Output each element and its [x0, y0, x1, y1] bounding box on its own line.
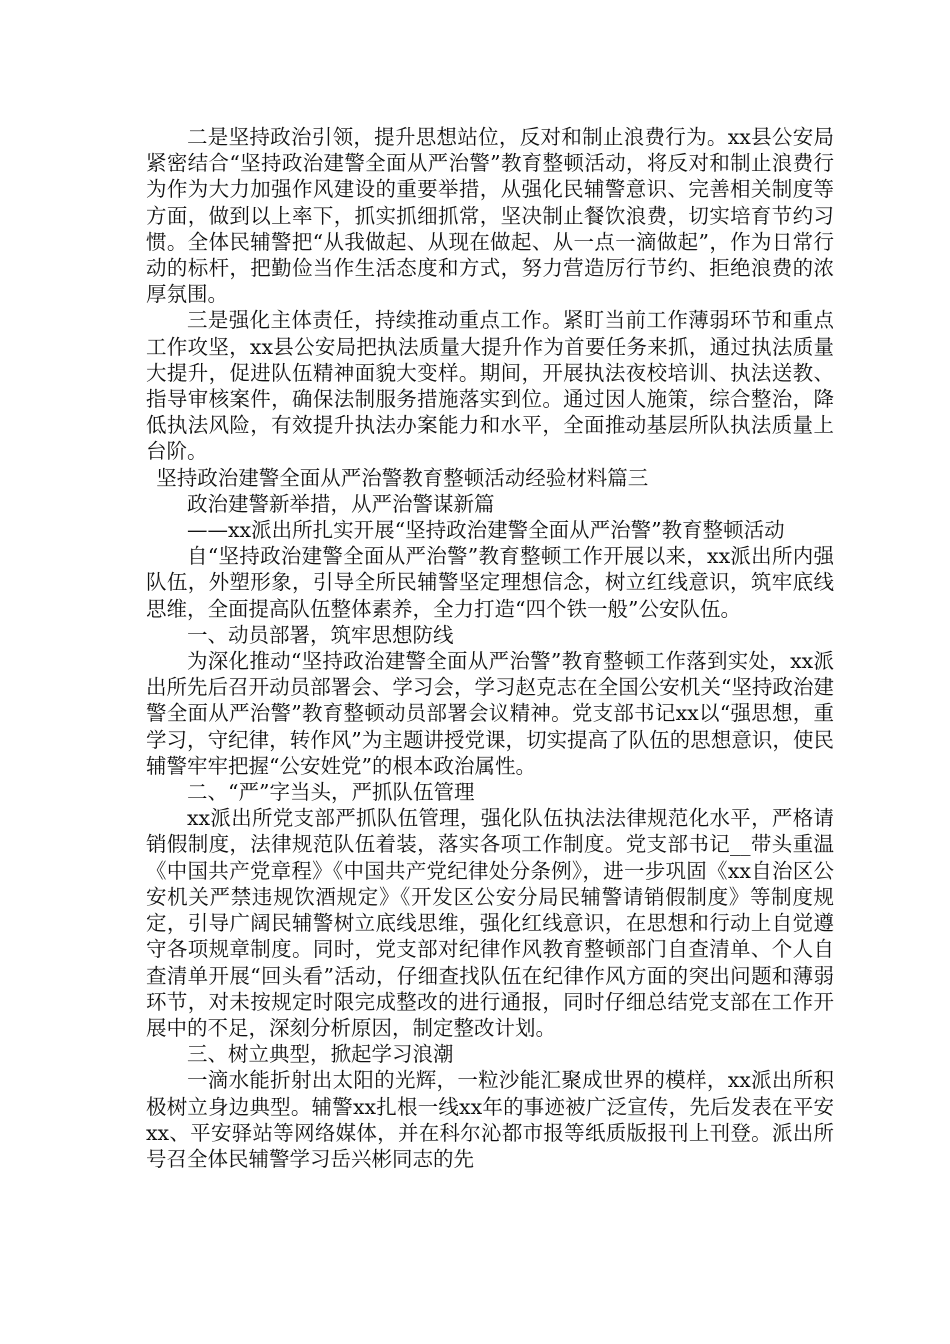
paragraph-mobilization: 为深化推动“坚持政治建警全面从严治警”教育整顿工作落到实处，xx派出所先后召开动员部署会、学习会，学习赵克志在全国公安机关“坚持政治建警全面从严治警”教育整顿动员部署会议精神。党支部书记xx以“强思想，重学习，守纪律，转作风”为主题讲授党课，切实提高了队伍的思想意识，使民辅警牢牢把握“公安姓党”的根本政治属性。 — [146, 649, 834, 778]
document-page — [146, 124, 834, 1172]
heading-role-models: 三、树立典型，掀起学习浪潮 — [187, 1042, 454, 1067]
paragraph-second-point: 二是坚持政治引领，提升思想站位，反对和制止浪费行为。xx县公安局紧密结合“坚持政治建警全面从严治警”教育整顿活动，将反对和制止浪费行为作为大力加强作风建设的重要举措，从强化民辅警意识、完善相关制度等方面，做到以上率下，抓实抓细抓常，坚决制止餐饮浪费，切实培育节约习惯。全体民辅警把“从我做起、从现在做起、从一点一滴做起”，作为日常行动的标杆，把勤俭当作生活态度和方式，努力营造厉行节约、拒绝浪费的浓厚氛围。 — [146, 125, 834, 307]
article-subheadline: ——xx派出所扎实开展“坚持政治建警全面从严治警”教育整顿活动 — [187, 518, 785, 543]
heading-strict-management: 二、“严”字当头，严抓队伍管理 — [187, 780, 475, 805]
paragraph-strict-management: xx派出所党支部严抓队伍管理，强化队伍执法法律规范化水平，严格请销假制度，法律规范队伍着装，落实各项工作制度。党支部书记__带头重温《中国共产党章程》《中国共产党纪律处分条例》，进一步巩固《xx自治区公安机关严禁违规饮酒规定》《开发区公安分局民辅警请销假制度》等制度规定，引导广阔民辅警树立底线思维，强化红线意识，在思想和行动上自觉遵守各项规章制度。同时，党支部对纪律作风教育整顿部门自查清单、个人自查清单开展“回头看”活动，仔细查找队伍在纪律作风方面的突出问题和薄弱环节，对未按规定时限完成整改的进行通报，同时仔细总结党支部在工作开展中的不足，深刻分析原因，制定整改计划。 — [146, 806, 834, 1040]
paragraph-third-point: 三是强化主体责任，持续推动重点工作。紧盯当前工作薄弱环节和重点工作攻坚，xx县公安局把执法质量大提升作为首要任务来抓，通过执法质量大提升，促进队伍精神面貌大变样。期间，开展执法夜校培训、执法送教、指导审核案件，确保法制服务措施落实到位。通过因人施策，综合整治，降低执法风险，有效提升执法办案能力和水平，全面推动基层所队执法质量上台阶。 — [146, 308, 834, 464]
paragraph-intro: 自“坚持政治建警全面从严治警”教育整顿工作开展以来，xx派出所内强队伍，外塑形象，引导全所民辅警坚定理想信念，树立红线意识，筑牢底线思维，全面提高队伍整体素养，全力打造“四个铁一般”公安队伍。 — [146, 544, 834, 621]
heading-mobilization: 一、动员部署，筑牢思想防线 — [187, 622, 454, 647]
article-headline: 政治建警新举措，从严治警谋新篇 — [187, 491, 495, 516]
paragraph-role-models: 一滴水能折射出太阳的光辉，一粒沙能汇聚成世界的模样，xx派出所积极树立身边典型。辅警xx扎根一线xx年的事迹被广泛宣传，先后发表在平安xx、平安驿站等网络媒体，并在科尔沁都市报等纸质版报刊上刊登。派出所号召全体民辅警学习岳兴彬同志的先 — [146, 1068, 834, 1171]
section-title: 坚持政治建警全面从严治警教育整顿活动经验材料篇三 — [156, 465, 649, 490]
